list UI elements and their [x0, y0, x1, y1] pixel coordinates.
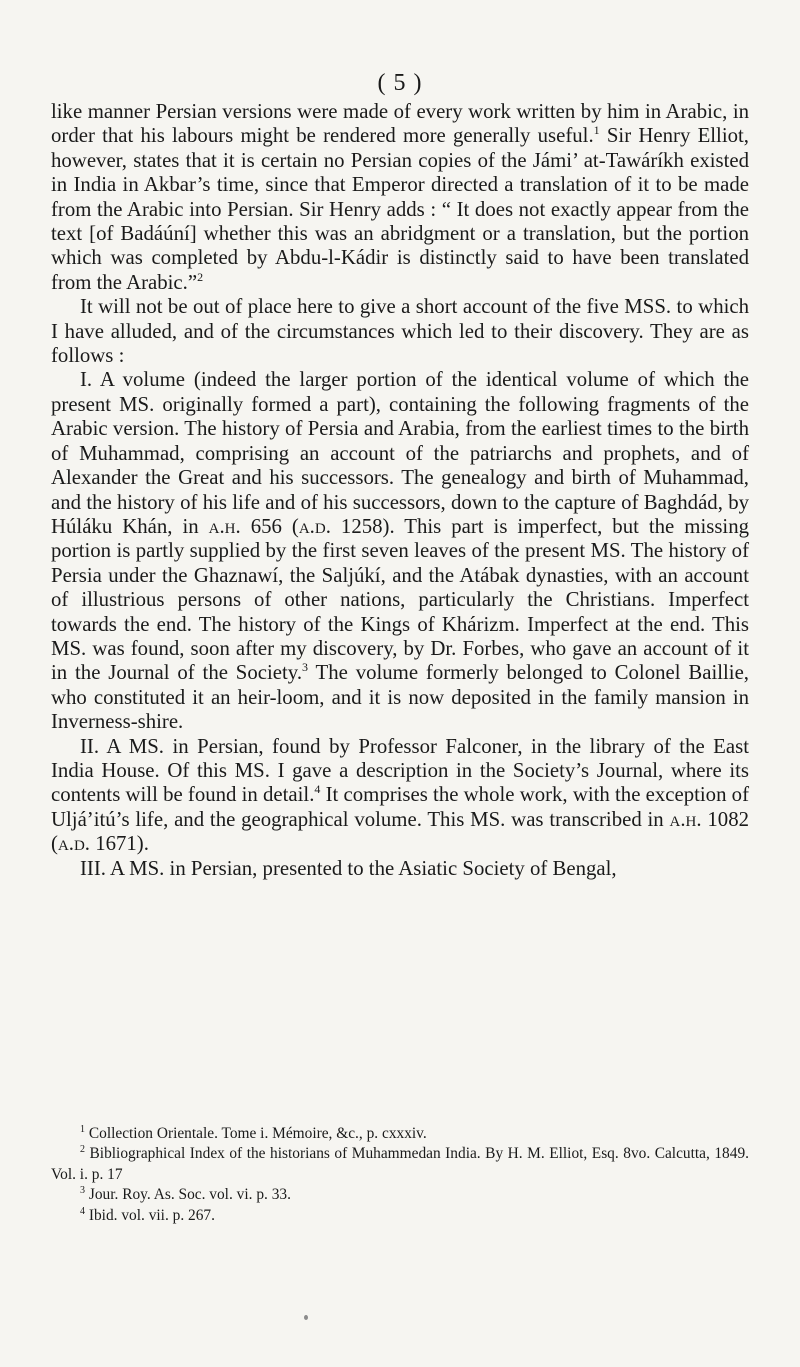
era-abbrev: a.d.: [298, 514, 331, 538]
footnote-text: Ibid. vol. vii. p. 267.: [88, 1206, 215, 1224]
paragraph-2: [51, 295, 749, 368]
footnote: [51, 1185, 749, 1205]
footnote-mark: 4: [80, 1205, 85, 1217]
era-abbrev: a.h.: [208, 514, 241, 538]
text-run: 1671).: [90, 832, 149, 856]
footnote-mark: 2: [80, 1144, 85, 1156]
footnote-ref: 3: [302, 660, 309, 675]
footnote-text: Jour. Roy. As. Soc. vol. vi. p. 33.: [88, 1186, 291, 1204]
footnote-mark: 3: [80, 1185, 85, 1197]
footnote: [51, 1144, 749, 1185]
text-run: Sir Henry Elliot, however, states that it is certain no Persian copies of the Jámi’ at-Tawáríkh existed in India in Akbar’s time, since that Emperor directed a translation of it to be made from the Arabic into Persian. Sir Henry adds : “ It does not exactly appear from the text [of Badáúní] whether this was an abridgment or a translation, but the portion which was completed by Abdu-l-Kádir is distinctly said to have been translated from the Arabic.”: [51, 124, 749, 294]
text-run: 1258). This part is imperfect, but the missing portion is partly supplied by the first seven leaves of the present MS. The history of Persia under the Ghaznawí, the Saljúkí, and the Atábak dynasties, with an account of illustrious persons of other nations, particularly the Christians. Imperfect towards the end. The history of the Kings of Khárizm. Imperfect at the end. This MS. was found, soon after my discovery, by Dr. Forbes, who gave an account of it in the Journal of the Society.: [51, 514, 749, 685]
era-abbrev: a.d.: [57, 832, 91, 856]
paragraph-4: [51, 735, 749, 857]
footnote: [51, 1206, 749, 1226]
paragraph-1: [51, 100, 749, 295]
text-run: 656 (: [240, 514, 299, 538]
paragraph-5: [51, 857, 749, 881]
footnote-ref: 4: [314, 782, 321, 797]
footnote: [51, 1124, 749, 1144]
text-run: III. A MS. in Persian, presented to the Asiatic Society of Bengal,: [80, 856, 617, 880]
era-abbrev: a.h.: [669, 807, 702, 831]
text-run: It will not be out of place here to give a short account of the five MSS. to which I have alluded, and of the circumstances which led to their discovery. They are as follows :: [51, 295, 749, 368]
footnote-ref: 1: [593, 123, 600, 138]
body-text: [51, 100, 749, 881]
footnote-text: Bibliographical Index of the historians of Muhammedan India. By H. M. Elliot, Esq. 8vo. Calcutta, 1849. Vol. i. p. 17: [51, 1145, 749, 1183]
text-run: 1082 (: [51, 807, 749, 856]
footnote-ref: 2: [197, 269, 204, 284]
footnote-mark: 1: [80, 1123, 85, 1135]
text-run: II. A MS. in Persian, found by Professor Falconer, in the library of the East India House. Of this MS. I gave a description in the Society’s Journal, where its contents will be found in detail.: [51, 734, 749, 807]
page-number: ( 5 ): [377, 70, 423, 96]
text-run: It comprises the whole work, with the exception of Uljá’itú’s life, and the geographical volume. This MS. was transcribed in: [51, 783, 749, 831]
footnote-text: Collection Orientale. Tome i. Mémoire, &c., p. cxxxiv.: [88, 1125, 427, 1142]
text-run: like manner Persian versions were made of every work written by him in Arabic, in order that his labours might be rendered more generally useful.: [51, 100, 749, 148]
text-run: I. A volume (indeed the larger portion of the identical volume of which the present MS. originally formed a part), containing the following fragments of the Arabic version. The history of Persia and Arabia, from the earliest times to the birth of Muhammad, comprising an account of the patriarchs and prophets, and of Alexander the Great and his successors. The genealogy and birth of Muhammad, and the history of his life and of his successors, down to the capture of Baghdád, by Húláku Khán, in: [51, 368, 749, 538]
text-run: The volume formerly belonged to Colonel Baillie, who constituted it an heir-loom, and it is now deposited in the family mansion in Inverness-shire.: [51, 661, 749, 734]
paragraph-3: [51, 368, 749, 734]
ink-speck: [304, 1315, 308, 1320]
footnotes: [51, 1124, 749, 1226]
